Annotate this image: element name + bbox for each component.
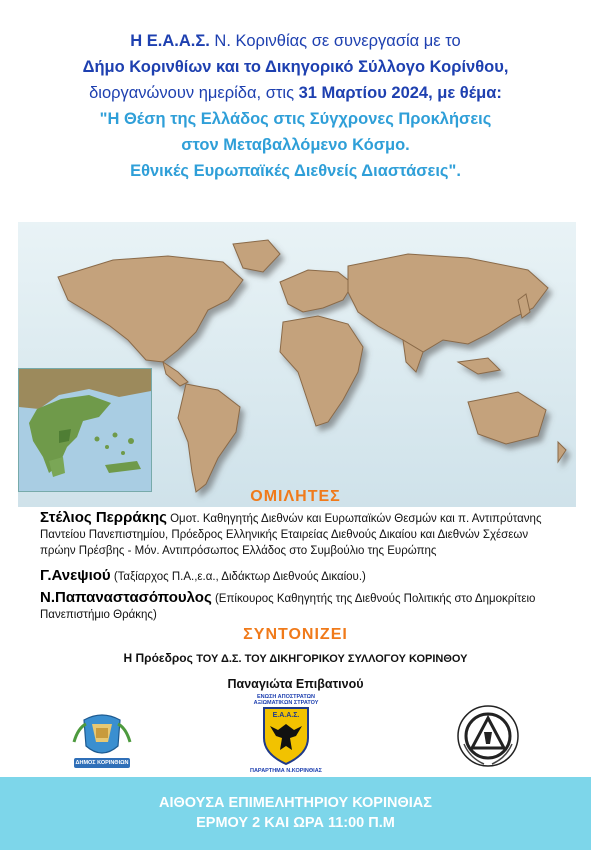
bar-association-logo	[456, 704, 520, 768]
speaker-1-name: Στέλιος Περράκης	[40, 509, 167, 526]
greece-map-inset	[18, 368, 152, 492]
eaas-caption: ΠΑΡΑΡΤΗΜΑ Ν.ΚΟΡΙΝΘΙΑΣ	[249, 768, 322, 774]
eaas-badge-text: Ε.Α.Α.Σ.	[272, 712, 300, 719]
speaker-2-desc: (Ταξίαρχος Π.Α.,ε.α., Διδάκτωρ Διεθνούς Δικαίου.)	[110, 571, 366, 583]
speaker-2-name: Γ.Ανεψιού	[40, 567, 111, 584]
coordinator-heading: ΣΥΝΤΟΝΙΖΕΙ	[243, 626, 348, 643]
eaas-shield-icon	[240, 694, 332, 778]
header-line-2: Δήμο Κορινθίων και το Δικηγορικό Σύλλογο Κορίνθου,	[82, 58, 509, 76]
speaker-1	[40, 510, 560, 559]
speakers-heading: ΟΜΙΛΗΤΕΣ	[250, 488, 341, 505]
speaker-3	[40, 590, 560, 623]
venue-footer	[0, 777, 591, 850]
header-line-1	[0, 28, 591, 54]
municipality-caption: ΔΗΜΟΣ ΚΟΡΙΝΘΙΩΝ	[75, 760, 129, 766]
coordinator-role	[0, 651, 591, 665]
speaker-2	[40, 568, 560, 585]
municipality-logo	[68, 706, 136, 774]
greece-map-drawing	[19, 369, 151, 491]
event-title-3: Εθνικές Ευρωπαϊκές Διεθνείς Διαστάσεις".	[130, 162, 461, 180]
speaker-1-desc: Ομοτ. Καθηγητής Διεθνών και Ευρωπαϊκών Θεσμών και π. Αντιπρύτανης Παντείου Πανεπιστημίου, Πρόεδρος Ελληνικής Εταιρείας Διεθνούς Δικαίου και Διεθνών Σχέσεων πρώην Πρέσβης - Μόν. Αντιπρόσωπος Ελλάδος στο Συμβούλιο της Ευρώπης	[40, 513, 542, 557]
event-title-1: "Η Θέση της Ελλάδος στις Σύγχρονες Προκλήσεις	[99, 110, 492, 128]
coordinator-role-a: Η Πρόεδρος	[123, 651, 197, 665]
header-line-1-rest: Ν. Κορινθίας σε συνεργασία με το	[209, 32, 461, 50]
venue-line-1: ΑΙΘΟΥΣΑ ΕΠΙΜΕΛΗΤΗΡΙΟΥ ΚΟΡΙΝΘΙΑΣ	[159, 795, 432, 811]
header	[0, 28, 591, 184]
eaas-logo	[240, 694, 332, 778]
header-line-3-a: διοργανώνουν ημερίδα, στις	[89, 84, 299, 102]
header-date: 31 Μαρτίου 2024, με θέμα:	[298, 84, 502, 102]
eaas-logo-top-text: ΕΝΩΣΗ ΑΠΟΣΤΡΑΤΩΝ ΑΞΙΩΜΑΤΙΚΩΝ ΣΤΡΑΤΟΥ	[253, 694, 319, 706]
bar-association-seal-icon	[456, 704, 520, 768]
speaker-3-name: Ν.Παπαναστασόπουλος	[40, 589, 212, 606]
speaker-3-desc: (Επίκουρος Καθηγητής της Διεθνούς Πολιτικής στο Δημοκρίτειο Πανεπιστήμιο Θράκης)	[40, 593, 536, 621]
coordinator-role-b: ΤΟΥ Δ.Σ. ΤΟΥ ΔΙΚΗΓΟΡΙΚΟΥ ΣΥΛΛΟΓΟΥ ΚΟΡΙΝΘΟΥ	[196, 653, 468, 665]
header-line-3	[0, 80, 591, 106]
event-title-2: στον Μεταβαλλόμενο Κόσμο.	[181, 136, 410, 154]
header-org: Η Ε.Α.Α.Σ.	[130, 32, 210, 50]
coordinator-name: Παναγιώτα Επιβατινού	[227, 677, 364, 691]
venue-line-2: ΕΡΜΟΥ 2 ΚΑΙ ΩΡΑ 11:00 Π.Μ	[196, 815, 395, 831]
